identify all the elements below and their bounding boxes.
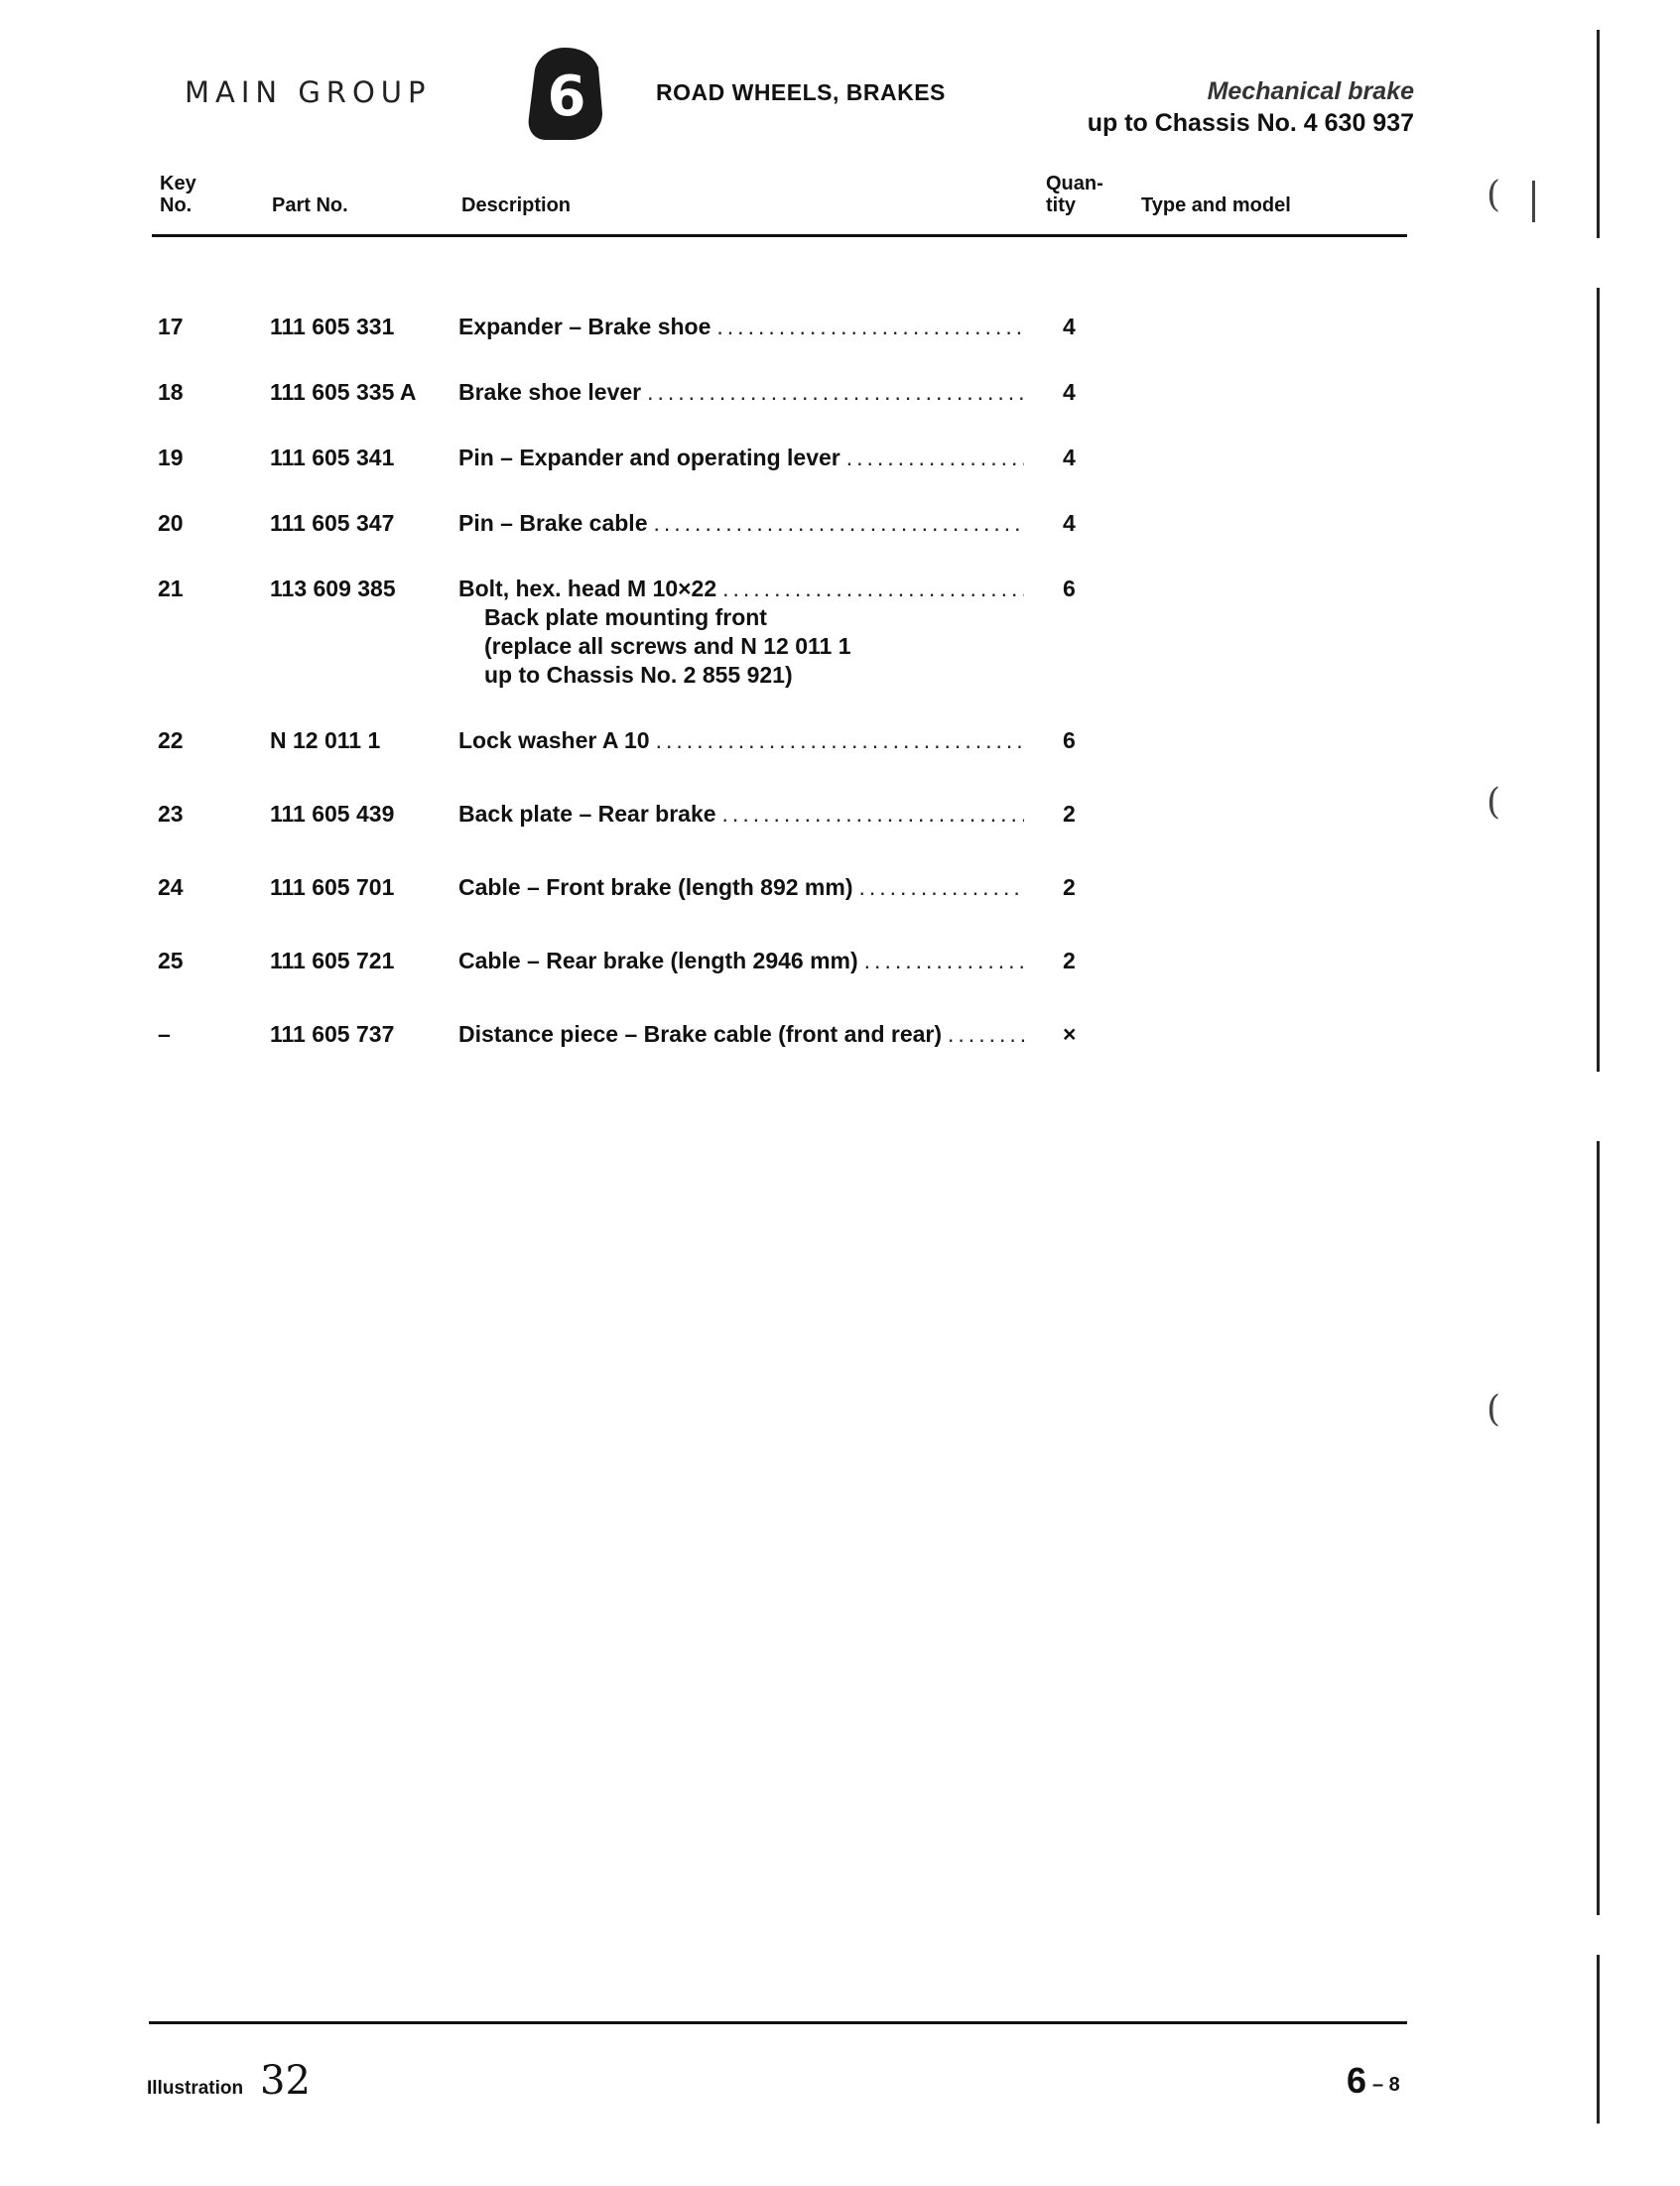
description-text: Bolt, hex. head M 10×22 [458, 576, 717, 601]
description [458, 313, 1024, 341]
description-text: Pin – Expander and operating lever [458, 445, 840, 470]
description-text: Lock washer A 10 [458, 727, 650, 753]
column-header-part-no: Part No. [272, 194, 348, 216]
key-number: 24 [158, 874, 184, 900]
binder-ring-mark: ( [1486, 1389, 1501, 1430]
key-number: – [158, 1021, 171, 1047]
quantity: 2 [1063, 874, 1076, 900]
description-text: Brake shoe lever [458, 379, 642, 405]
section-title: ROAD WHEELS, BRAKES [656, 79, 946, 105]
binder-edge-line [1597, 1955, 1600, 2123]
column-header-type-model: Type and model [1141, 194, 1291, 216]
dot-leader [716, 313, 1024, 341]
group-number-badge [523, 44, 606, 143]
column-header-qty-line1: Quan- [1046, 173, 1103, 194]
page-number: 6 [1347, 2060, 1367, 2101]
part-number: 111 605 335 A [270, 379, 417, 405]
description [458, 800, 1024, 829]
part-number: N 12 011 1 [270, 727, 381, 753]
description [458, 575, 1024, 690]
quantity: 2 [1063, 948, 1076, 973]
illustration-number: 32 [260, 2058, 311, 2104]
header-rule [152, 234, 1407, 237]
part-number: 111 605 721 [270, 948, 395, 973]
page-number-sub: – 8 [1372, 2074, 1400, 2096]
key-number: 25 [158, 948, 184, 973]
description [458, 509, 1024, 538]
illustration-label: Illustration [147, 2078, 244, 2099]
dot-leader [654, 509, 1025, 538]
quantity: 6 [1063, 727, 1076, 753]
description-note: Back plate mounting front [484, 604, 767, 630]
description-text: Cable – Front brake (length 892 mm) [458, 874, 853, 900]
part-number: 111 605 439 [270, 801, 395, 827]
binder-ring-mark: ( [1486, 175, 1501, 215]
description-text: Expander – Brake shoe [458, 314, 711, 339]
description [458, 1020, 1024, 1049]
key-number: 17 [158, 314, 184, 339]
binder-mark [1532, 181, 1535, 222]
group-number: 6 [547, 64, 586, 129]
quantity: 2 [1063, 801, 1076, 827]
description-text: Back plate – Rear brake [458, 801, 716, 827]
part-number: 111 605 737 [270, 1021, 395, 1047]
column-header-key-line2: No. [160, 194, 193, 216]
dot-leader [647, 378, 1024, 407]
binder-edge-line [1597, 1141, 1600, 1915]
key-number: 18 [158, 379, 184, 405]
description [458, 947, 1024, 975]
dot-leader [722, 800, 1024, 829]
part-number: 111 605 341 [270, 445, 395, 470]
part-number: 111 605 347 [270, 510, 395, 536]
description [458, 444, 1024, 472]
column-header-key-line1: Key [160, 173, 196, 194]
dot-leader [858, 873, 1024, 902]
description-note: (replace all screws and N 12 011 1 [484, 633, 851, 659]
part-number: 111 605 331 [270, 314, 395, 339]
column-header-quantity [1046, 173, 1103, 216]
group-badge-shape [523, 44, 606, 143]
key-number: 21 [158, 576, 184, 601]
description-note: up to Chassis No. 2 855 921) [484, 662, 793, 688]
description-text: Pin – Brake cable [458, 510, 648, 536]
description-text: Distance piece – Brake cable (front and rear) [458, 1021, 943, 1047]
column-header-qty-line2: tity [1046, 194, 1076, 216]
dot-leader [948, 1020, 1024, 1049]
quantity: 4 [1063, 510, 1076, 536]
quantity: × [1063, 1021, 1077, 1047]
dot-leader [846, 444, 1024, 472]
footer-rule [149, 2021, 1407, 2024]
part-number: 113 609 385 [270, 576, 396, 601]
description [458, 873, 1024, 902]
binder-edge-line [1597, 30, 1600, 238]
key-number: 20 [158, 510, 184, 536]
dot-leader [722, 575, 1024, 603]
main-group-label: MAIN GROUP [185, 75, 432, 109]
dot-leader [656, 726, 1024, 755]
key-number: 23 [158, 801, 184, 827]
description-text: Cable – Rear brake (length 2946 mm) [458, 948, 858, 973]
dot-leader [864, 947, 1024, 975]
column-header-description: Description [461, 194, 572, 216]
key-number: 22 [158, 727, 184, 753]
binder-edge-line [1597, 288, 1600, 1072]
key-number: 19 [158, 445, 184, 470]
quantity: 6 [1063, 576, 1076, 601]
chassis-range: up to Chassis No. 4 630 937 [1087, 109, 1414, 137]
quantity: 4 [1063, 379, 1076, 405]
quantity: 4 [1063, 314, 1076, 339]
description [458, 726, 1024, 755]
binder-ring-mark: ( [1486, 782, 1501, 823]
part-number: 111 605 701 [270, 874, 395, 900]
column-header-key [160, 173, 196, 216]
quantity: 4 [1063, 445, 1076, 470]
subtitle: Mechanical brake [1207, 77, 1414, 105]
description [458, 378, 1024, 407]
